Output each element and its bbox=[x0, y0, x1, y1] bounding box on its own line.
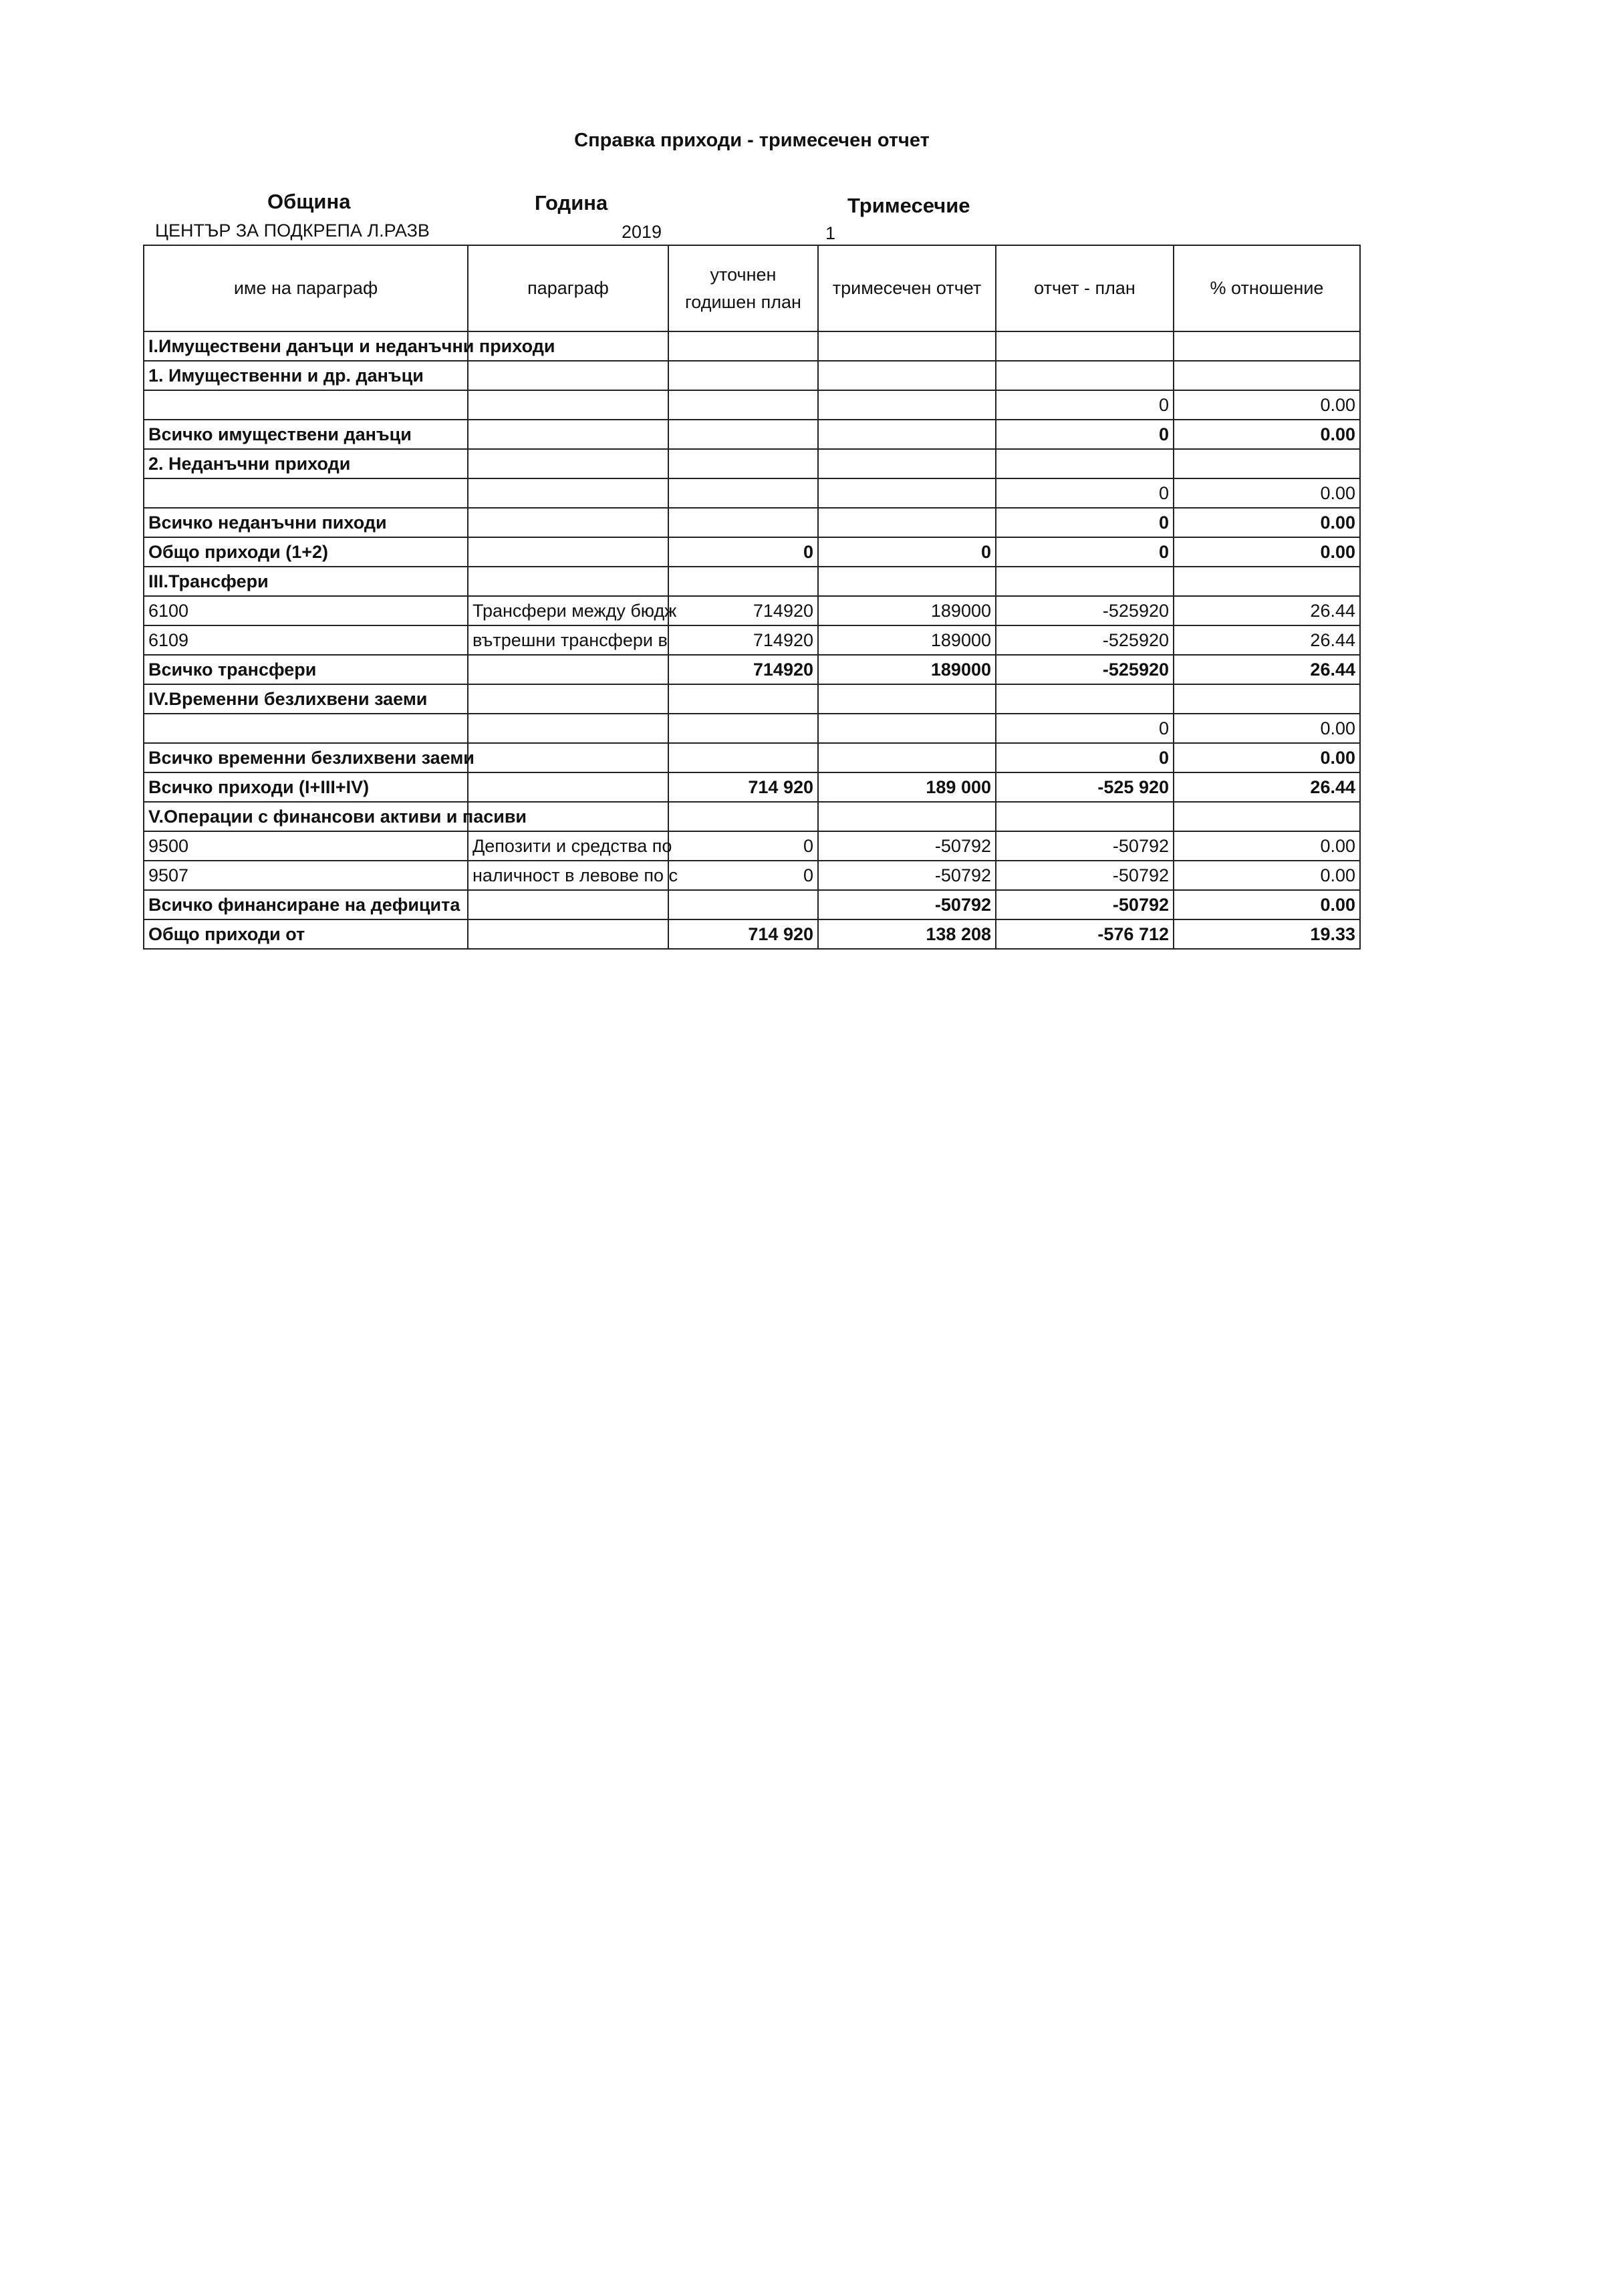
table-cell bbox=[668, 802, 818, 831]
table-row bbox=[144, 567, 1360, 596]
table-row bbox=[144, 684, 1360, 714]
table-cell: I.Имуществени данъци и неданъчни приходи bbox=[144, 331, 468, 361]
table-cell: -525920 bbox=[996, 625, 1174, 655]
table-cell: 0.00 bbox=[1174, 508, 1360, 537]
table-cell: -525920 bbox=[996, 596, 1174, 625]
table-cell: -525920 bbox=[996, 655, 1174, 684]
table-cell: III.Трансфери bbox=[144, 567, 468, 596]
table-cell bbox=[818, 331, 996, 361]
table-cell: Всичко трансфери bbox=[144, 655, 468, 684]
table-cell bbox=[668, 508, 818, 537]
table-row bbox=[144, 478, 1360, 508]
table-cell: -576 712 bbox=[996, 919, 1174, 949]
table-cell bbox=[818, 802, 996, 831]
table-cell bbox=[818, 714, 996, 743]
revenue-report-table bbox=[143, 245, 1361, 950]
table-cell bbox=[818, 390, 996, 420]
table-cell: 0 bbox=[996, 508, 1174, 537]
table-row bbox=[144, 625, 1360, 655]
table-cell bbox=[668, 714, 818, 743]
table-cell: 0 bbox=[996, 714, 1174, 743]
table-cell: -525 920 bbox=[996, 772, 1174, 802]
table-cell: 0.00 bbox=[1174, 420, 1360, 449]
table-row bbox=[144, 537, 1360, 567]
table-cell bbox=[668, 890, 818, 919]
table-cell: 0.00 bbox=[1174, 537, 1360, 567]
table-cell bbox=[468, 449, 668, 478]
table-cell bbox=[818, 449, 996, 478]
table-cell: Всичко имуществени данъци bbox=[144, 420, 468, 449]
table-cell bbox=[468, 714, 668, 743]
table-row bbox=[144, 449, 1360, 478]
table-cell: 714920 bbox=[668, 596, 818, 625]
table-body bbox=[144, 331, 1360, 949]
table-cell: Общо приходи (1+2) bbox=[144, 537, 468, 567]
table-cell: 714 920 bbox=[668, 772, 818, 802]
table-row bbox=[144, 420, 1360, 449]
table-cell bbox=[468, 537, 668, 567]
table-cell: -50792 bbox=[996, 890, 1174, 919]
table-cell: 0.00 bbox=[1174, 890, 1360, 919]
table-cell bbox=[468, 890, 668, 919]
table-cell: Всичко временни безлихвени заеми bbox=[144, 743, 468, 772]
table-cell bbox=[668, 449, 818, 478]
table-cell bbox=[468, 567, 668, 596]
year-value: 2019 bbox=[622, 222, 662, 242]
table-cell: 0.00 bbox=[1174, 861, 1360, 890]
table-cell: 0 bbox=[996, 390, 1174, 420]
table-row bbox=[144, 831, 1360, 861]
table-cell: IV.Временни безлихвени заеми bbox=[144, 684, 468, 714]
table-cell: 0 bbox=[996, 537, 1174, 567]
table-cell bbox=[1174, 361, 1360, 390]
table-row bbox=[144, 655, 1360, 684]
table-cell: 26.44 bbox=[1174, 772, 1360, 802]
table-cell: -50792 bbox=[818, 861, 996, 890]
table-cell bbox=[818, 420, 996, 449]
table-cell bbox=[818, 361, 996, 390]
municipality-value: ЦЕНТЪР ЗА ПОДКРЕПА Л.РАЗВ bbox=[155, 221, 430, 241]
table-cell bbox=[468, 361, 668, 390]
table-cell: Трансфери между бюдж bbox=[468, 596, 668, 625]
table-cell: 26.44 bbox=[1174, 596, 1360, 625]
table-cell: Всичко неданъчни пиходи bbox=[144, 508, 468, 537]
table-cell bbox=[668, 420, 818, 449]
table-row bbox=[144, 361, 1360, 390]
table-cell: -50792 bbox=[996, 861, 1174, 890]
table-cell bbox=[668, 567, 818, 596]
table-cell: 9500 bbox=[144, 831, 468, 861]
report-title: Справка приходи - тримесечен отчет bbox=[574, 130, 930, 151]
table-cell: 189 000 bbox=[818, 772, 996, 802]
table-cell bbox=[144, 714, 468, 743]
table-cell bbox=[996, 802, 1174, 831]
table-cell bbox=[468, 390, 668, 420]
table-cell bbox=[1174, 449, 1360, 478]
column-header: име на параграф bbox=[144, 245, 468, 331]
table-row bbox=[144, 596, 1360, 625]
table-cell bbox=[996, 331, 1174, 361]
table-cell: 2. Неданъчни приходи bbox=[144, 449, 468, 478]
table-cell bbox=[468, 478, 668, 508]
column-header: уточнен годишен план bbox=[668, 245, 818, 331]
table-cell: 9507 bbox=[144, 861, 468, 890]
table-cell: Всичко приходи (I+III+IV) bbox=[144, 772, 468, 802]
table-cell bbox=[818, 478, 996, 508]
table-cell: 0.00 bbox=[1174, 743, 1360, 772]
table-row bbox=[144, 890, 1360, 919]
table-cell: -50792 bbox=[818, 831, 996, 861]
year-label: Година bbox=[535, 191, 608, 214]
table-cell bbox=[468, 772, 668, 802]
table-cell: 6100 bbox=[144, 596, 468, 625]
table-cell: вътрешни трансфери в bbox=[468, 625, 668, 655]
table-cell bbox=[468, 655, 668, 684]
table-cell: 0 bbox=[668, 861, 818, 890]
table-cell: 0 bbox=[996, 478, 1174, 508]
table-cell: 0.00 bbox=[1174, 390, 1360, 420]
table-cell bbox=[1174, 331, 1360, 361]
table-cell: Общо приходи от bbox=[144, 919, 468, 949]
table-row bbox=[144, 331, 1360, 361]
table-row bbox=[144, 802, 1360, 831]
table-cell: 0 bbox=[668, 537, 818, 567]
table-cell bbox=[1174, 802, 1360, 831]
table-cell bbox=[668, 331, 818, 361]
table-cell: 0 bbox=[996, 420, 1174, 449]
table-cell bbox=[818, 684, 996, 714]
table-cell bbox=[468, 508, 668, 537]
table-cell: Депозити и средства по bbox=[468, 831, 668, 861]
table-cell bbox=[468, 919, 668, 949]
table-cell: 0 bbox=[996, 743, 1174, 772]
table-row bbox=[144, 919, 1360, 949]
quarter-value: 1 bbox=[825, 223, 836, 243]
table-cell: 0 bbox=[818, 537, 996, 567]
table-cell bbox=[996, 449, 1174, 478]
table-row bbox=[144, 390, 1360, 420]
table-cell: 26.44 bbox=[1174, 655, 1360, 684]
table-cell: 0.00 bbox=[1174, 714, 1360, 743]
municipality-label: Община bbox=[267, 190, 351, 213]
table-cell: наличност в левове по с bbox=[468, 861, 668, 890]
table-cell: 714 920 bbox=[668, 919, 818, 949]
table-cell bbox=[818, 567, 996, 596]
table-header-row bbox=[144, 245, 1360, 331]
table-cell: 26.44 bbox=[1174, 625, 1360, 655]
table-cell bbox=[668, 684, 818, 714]
table-cell: 138 208 bbox=[818, 919, 996, 949]
table-cell bbox=[668, 361, 818, 390]
table-cell: 714920 bbox=[668, 625, 818, 655]
table-cell: 0 bbox=[668, 831, 818, 861]
table-cell bbox=[468, 743, 668, 772]
table-cell: 0.00 bbox=[1174, 831, 1360, 861]
table-cell bbox=[144, 478, 468, 508]
table-row bbox=[144, 714, 1360, 743]
table-cell bbox=[996, 361, 1174, 390]
table-cell: -50792 bbox=[818, 890, 996, 919]
table-cell: 1. Имущественни и др. данъци bbox=[144, 361, 468, 390]
column-header: параграф bbox=[468, 245, 668, 331]
table-cell bbox=[668, 478, 818, 508]
table-cell bbox=[996, 567, 1174, 596]
table-row bbox=[144, 861, 1360, 890]
table-cell: Всичко финансиране на дефицита bbox=[144, 890, 468, 919]
table-cell bbox=[144, 390, 468, 420]
table-cell bbox=[818, 743, 996, 772]
column-header: тримесечен отчет bbox=[818, 245, 996, 331]
table-cell bbox=[468, 420, 668, 449]
table-row bbox=[144, 743, 1360, 772]
table-cell: 189000 bbox=[818, 655, 996, 684]
column-header: отчет - план bbox=[996, 245, 1174, 331]
table-cell: 189000 bbox=[818, 625, 996, 655]
table-cell: V.Операции с финансови активи и пасиви bbox=[144, 802, 468, 831]
table-cell bbox=[1174, 684, 1360, 714]
table-cell bbox=[996, 684, 1174, 714]
table-cell bbox=[1174, 567, 1360, 596]
table-cell: 189000 bbox=[818, 596, 996, 625]
table-cell: -50792 bbox=[996, 831, 1174, 861]
column-header: % отношение bbox=[1174, 245, 1360, 331]
table-cell: 6109 bbox=[144, 625, 468, 655]
table-cell: 19.33 bbox=[1174, 919, 1360, 949]
table-cell: 714920 bbox=[668, 655, 818, 684]
table-row bbox=[144, 508, 1360, 537]
table-cell bbox=[818, 508, 996, 537]
table-cell bbox=[468, 684, 668, 714]
table-cell bbox=[668, 743, 818, 772]
table-cell: 0.00 bbox=[1174, 478, 1360, 508]
table-row bbox=[144, 772, 1360, 802]
table-cell bbox=[668, 390, 818, 420]
quarter-label: Тримесечие bbox=[847, 194, 970, 217]
